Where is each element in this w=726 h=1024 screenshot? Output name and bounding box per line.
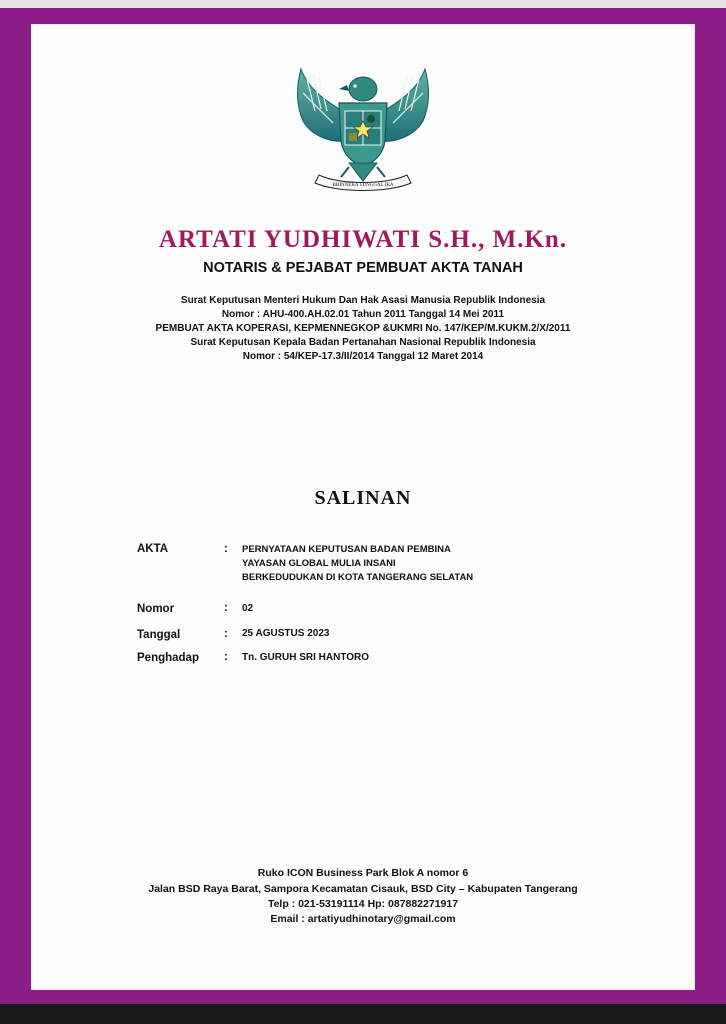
emblem-motto: BHINNEKA TUNGGAL IKA <box>332 183 394 188</box>
nomor-label: Nomor <box>137 603 175 615</box>
garuda-emblem-icon <box>289 63 437 195</box>
akta-line: YAYASAN GLOBAL MULIA INSANI <box>242 558 396 569</box>
tanggal-colon: : <box>224 628 228 640</box>
footer-address: Ruko ICON Business Park Blok A nomor 6 <box>257 867 469 879</box>
footer-address: Jalan BSD Raya Barat, Sampora Kecamatan Cisauk, BSD City – Kabupaten Tangerang <box>148 883 578 895</box>
scan-edge-bottom <box>0 1004 726 1024</box>
tanggal-label: Tanggal <box>137 629 181 641</box>
decree-line: PEMBUAT AKTA KOPERASI, KEPMENNEGKOP &UKMRI No. 147/KEP/M.KUKM.2/X/2011 <box>155 323 571 334</box>
akta-label: AKTA <box>137 543 169 555</box>
document-title: SALINAN <box>314 487 412 509</box>
scan-edge-top <box>0 0 726 8</box>
akta-colon: : <box>224 543 228 555</box>
decree-line: Nomor : AHU-400.AH.02.01 Tahun 2011 Tanggal 14 Mei 2011 <box>221 309 505 320</box>
penghadap-label: Penghadap <box>137 652 199 664</box>
notary-title: NOTARIS & PEJABAT PEMBUAT AKTA TANAH <box>203 260 523 276</box>
decree-line: Nomor : 54/KEP-17.3/II/2014 Tanggal 12 Maret 2014 <box>242 351 484 362</box>
notary-name: ARTATI YUDHIWATI S.H., M.Kn. <box>158 226 568 253</box>
akta-line: PERNYATAAN KEPUTUSAN BADAN PEMBINA <box>242 544 451 555</box>
tanggal-value: 25 AGUSTUS 2023 <box>242 628 330 639</box>
nomor-colon: : <box>224 602 228 614</box>
penghadap-value: Tn. GURUH SRI HANTORO <box>242 652 370 663</box>
footer-email: Email : artatiyudhinotary@gmail.com <box>270 913 456 925</box>
penghadap-colon: : <box>224 651 228 663</box>
decree-line: Surat Keputusan Menteri Hukum Dan Hak Asasi Manusia Republik Indonesia <box>180 295 546 306</box>
nomor-value: 02 <box>242 603 254 614</box>
footer-phone: Telp : 021-53191114 Hp: 087882271917 <box>267 898 459 910</box>
decree-line: Surat Keputusan Kepala Badan Pertanahan Nasional Republik Indonesia <box>190 337 536 348</box>
akta-line: BERKEDUDUKAN DI KOTA TANGERANG SELATAN <box>242 572 474 583</box>
